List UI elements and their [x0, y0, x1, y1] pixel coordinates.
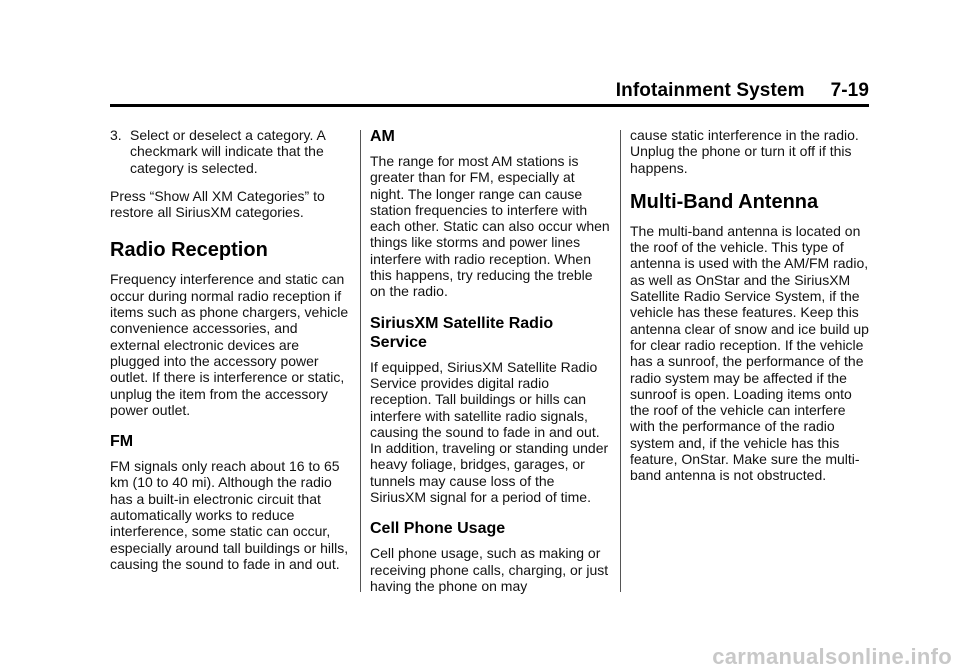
paragraph-cell-phone-usage: Cell phone usage, such as making or receiving phone calls, charging, or just having the phone on may: [370, 545, 609, 594]
watermark: carmanualsonline.info: [712, 644, 952, 669]
column-right: [630, 127, 870, 498]
column-middle: [370, 127, 610, 608]
heading-cell-phone-usage: Cell Phone Usage: [370, 520, 506, 538]
heading-fm: FM: [110, 433, 134, 451]
section-title: Infotainment System: [615, 80, 805, 101]
heading-radio-reception: Radio Reception: [110, 239, 268, 262]
step-text: Select or deselect a category. A checkmark will indicate that the category is selected.: [130, 127, 326, 176]
header-rule: [110, 104, 869, 107]
page-number: 7-19: [830, 80, 869, 101]
page-header: [110, 80, 869, 104]
heading-multi-band-antenna: Multi-Band Antenna: [630, 190, 819, 213]
paragraph-siriusxm: If equipped, SiriusXM Satellite Radio Service provides digital radio reception. Tall buildings or hills can interfere with satellite radio signals, causing the sound to fade in and out. In addition, traveling or standing under heavy foliage, bridges, garages, or tunnels may cause loss of the SiriusXM signal for a period of time.: [370, 358, 609, 506]
step-item: [110, 127, 350, 176]
paragraph-radio-reception: Frequency interference and static can occur during normal radio reception if items such as phone chargers, vehicle convenience accessories, and external electronic devices are plugged into the accessory power outlet. If there is interference or static, unplug the item from the accessory power outlet.: [110, 271, 349, 418]
column-left: [110, 127, 350, 586]
paragraph-restore-categories: Press “Show All XM Categories” to restore all SiriusXM categories.: [110, 187, 325, 221]
column-divider: [620, 130, 621, 592]
paragraph-fm: FM signals only reach about 16 to 65 km (10 to 40 mi). Although the radio has a built-in electronic circuit that automatically works to reduce interference, some static can occur, especially around tall buildings or hills, causing the sound to fade in and out.: [110, 458, 349, 572]
paragraph-am: The range for most AM stations is greater than for FM, especially at night. The longer range can cause station frequencies to interfere with each other. Static can also occur when things like storms and power lines interfere with radio reception. When this happens, try reducing the treble on the radio.: [370, 153, 610, 300]
column-divider: [360, 130, 361, 592]
step-number: 3.: [110, 127, 122, 143]
paragraph-multi-band-antenna: The multi-band antenna is located on the roof of the vehicle. This type of antenna is used with the AM/FM radio, as well as OnStar and the SiriusXM Satellite Radio Service System, if the vehicle has these features. Keep this antenna clear of snow and ice build up for clear radio reception. If the vehicle has a sunroof, the performance of the radio system may be affected if the sunroof is open. Loading items onto the roof of the vehicle can interfere with the performance of the radio system and, if the vehicle has this feature, OnStar. Make sure the multi-band antenna is not obstructed.: [630, 222, 869, 484]
paragraph-cell-phone-continued: cause static interference in the radio. Unplug the phone or turn it off if this happens.: [630, 127, 859, 176]
heading-am: AM: [370, 128, 395, 145]
heading-siriusxm: SiriusXM Satellite Radio Service: [370, 314, 554, 351]
